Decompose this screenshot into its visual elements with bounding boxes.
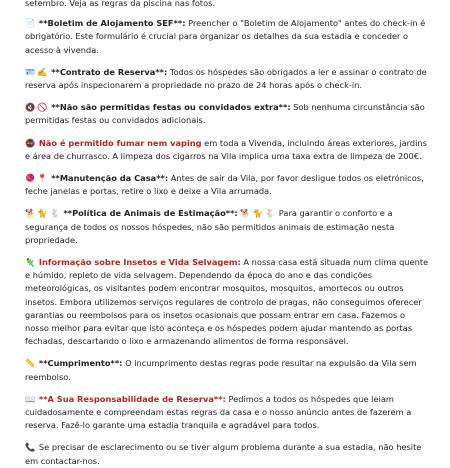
cat-icon: 🐈: [252, 208, 263, 219]
contact-note: [25, 441, 430, 467]
rule-body: O incumprimento destas regras pode resultar na expulsão da Vila sem reembolso.: [25, 358, 417, 382]
rule-title: **Manutenção da Casa**:: [51, 173, 169, 184]
yarn-icon: 🧶: [25, 173, 36, 184]
rabbit-icon: 🐇: [49, 208, 60, 219]
rule-no-smoking: [25, 137, 430, 163]
rule-contract: [25, 66, 430, 92]
ruler-icon: 📏: [25, 358, 36, 369]
dog-icon: 🐕: [240, 208, 251, 219]
rule-title: **Contrato de Reserva**:: [51, 66, 168, 77]
rule-title: **Boletim de Alojamento SEF**:: [38, 18, 186, 29]
rule-title: **A Sua Responsabilidade de Reserva**:: [38, 393, 226, 404]
rule-insects-wildlife: [25, 256, 430, 348]
rule-title: Não é permitido fumar nem vaping: [38, 137, 202, 148]
rule-body: Antes de sair da Vila, por favor desligue todos os eletrónicos, feche janelas e portas, retire o lixo e deixe a Vila arrumada.: [25, 173, 424, 197]
intro-line: [25, 0, 430, 10]
cat-icon: 🐈: [37, 208, 48, 219]
rule-title: **Cumprimento**:: [38, 358, 123, 369]
rule-body: Todos os hóspedes são obrigados a ler e assinar o contrato de reserva após inspecionarem a propriedade no prazo de 24 horas após o check-in.: [25, 66, 427, 91]
pin-icon: 📍: [37, 173, 48, 184]
rule-title: Informação sobre Insetos e Vida Selvagem:: [38, 257, 241, 268]
rule-title: **Política de Animais de Estimação**:: [63, 208, 238, 219]
mute-icon: 🔇: [25, 102, 36, 113]
dog-icon: 🐕: [25, 208, 36, 219]
rule-booking-responsibility: [25, 393, 430, 433]
rabbit-icon: 🐇: [264, 208, 276, 219]
rule-body: Pedimos a todos os hóspedes que leiam cuidadosamente e compreendam estas regras da casa e o nosso anúncio antes de fazerem a reserva. Fazê-lo garante uma estadia tranquila e agradável para todos.: [25, 393, 412, 431]
book-icon: 📖: [25, 393, 36, 404]
contact-text: Se precisar de esclarecimento ou se tiver algum problema durante a sua estadia, não hesite em contactar-nos.: [25, 442, 422, 466]
rule-sef: [25, 17, 430, 57]
rule-compliance: [25, 357, 430, 383]
rule-house-maintenance: [25, 172, 430, 198]
prohibited-icon: 🚫: [37, 102, 48, 113]
document-icon: 📄: [25, 18, 36, 29]
rule-body: em toda a Vivenda, incluindo áreas exteriores, jardins e área de churrasco. A limpeza dos cigarros na Vila implica uma taxa extra de limpeza de 200€.: [25, 137, 427, 161]
phone-icon: 📞: [25, 442, 36, 453]
rule-body: A nossa casa está situada num clima quente e húmido, repleto de vida selvagem. Dependendo da época do ano e das condições meteorológicas, os visitantes podem encontrar mosquitos, mosquitos, amortecos ou outros insetos. Embora utilizemos serviços regulares de controlo de pragas, não conseguimos oferecer garantias ou reembolsos para os insetos ocasionais que possam entrar em casa. Fazemos o nosso melhor para evitar que isto aconteça e os hóspedes podem ajudar mantendo as portas fechadas, descartando o lixo e armazenando alimentos de forma responsável.: [25, 257, 429, 347]
no-smoking-icon: 🚭: [25, 137, 36, 148]
lizard-icon: 🦎: [25, 257, 36, 268]
rule-body: Preencher o "Boletim de Alojamento" antes do check-in é obrigatório. Este formulário é crucial para organizar os detalhes da sua estadia e conceder o acesso à vivenda.: [25, 18, 426, 55]
intro-text: setembro. Veja as regras da piscina nas fotos.: [25, 0, 216, 8]
writing-hand-icon: ✍️: [37, 66, 48, 77]
id-card-icon: 🪪: [25, 66, 36, 77]
rule-no-parties: [25, 101, 430, 127]
rule-body: Para garantir o conforto e a segurança de todos os nossos hóspedes, não são permitidos animais de estimação nesta propriedade.: [25, 208, 395, 245]
rule-body: Sob nenhuma circunstância são permitidas festas ou convidados adicionais.: [25, 102, 425, 126]
rule-title: **Não são permitidas festas ou convidados extra**:: [51, 102, 291, 113]
rule-pets: [25, 207, 430, 247]
